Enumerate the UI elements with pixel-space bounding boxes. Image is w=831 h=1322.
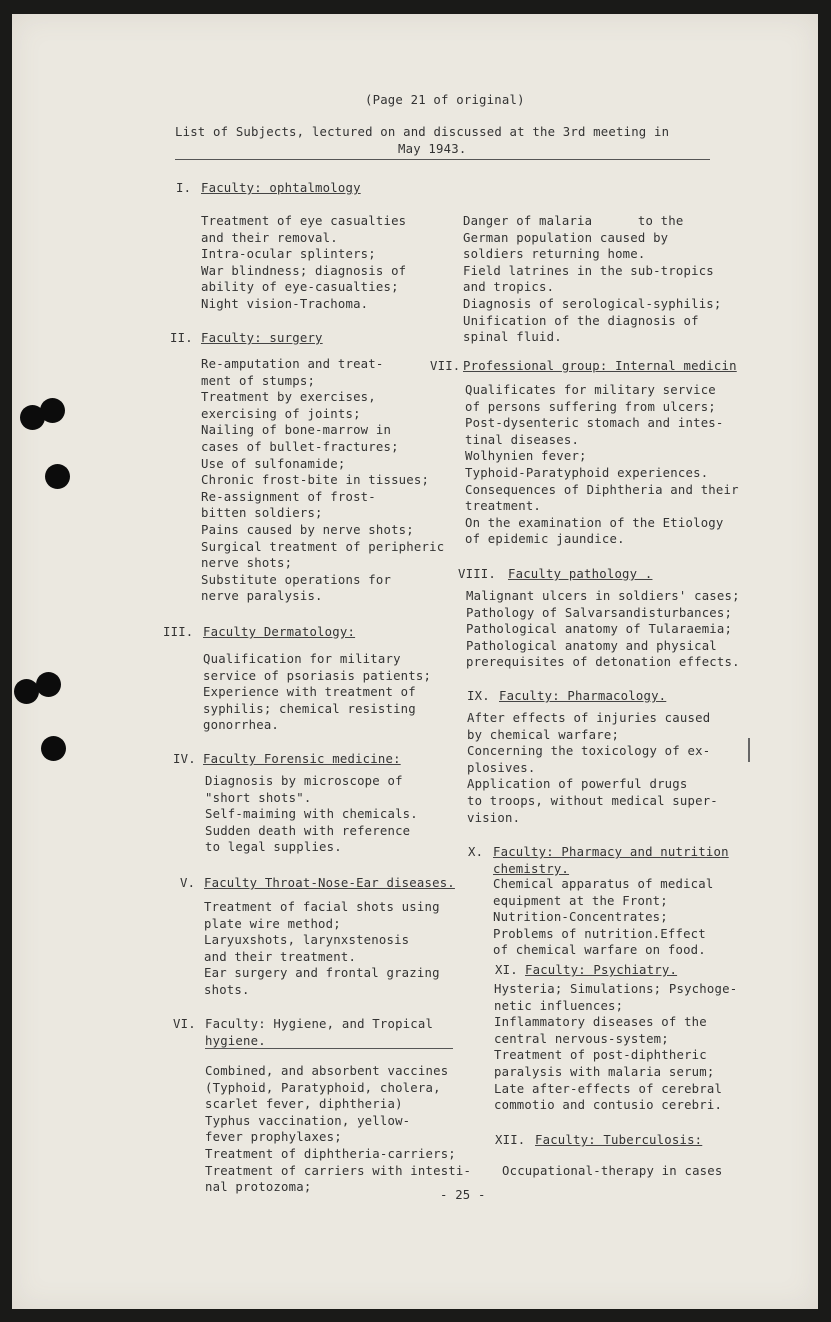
text-line: syphilis; chemical resisting bbox=[203, 701, 416, 716]
text-line: Combined, and absorbent vaccines bbox=[205, 1064, 449, 1078]
section-body bbox=[201, 356, 444, 605]
text-line: fever prophylaxes; bbox=[205, 1130, 342, 1145]
text-line: tinal diseases. bbox=[465, 432, 580, 447]
text-line: Typhus vaccination, yellow- bbox=[205, 1113, 411, 1128]
text-line: Re-amputation and treat- bbox=[201, 357, 384, 371]
text-line: On the examination of the Etiology bbox=[465, 515, 724, 530]
text-line: Typhoid-Paratyphoid experiences. bbox=[465, 465, 709, 480]
section-number: II. bbox=[170, 331, 193, 345]
text-line: plosives. bbox=[467, 760, 536, 775]
text-line: nerve paralysis. bbox=[201, 589, 323, 604]
text-line: exercising of joints; bbox=[201, 406, 361, 421]
text-line: (Typhoid, Paratyphoid, cholera, bbox=[205, 1080, 441, 1095]
section-title: Faculty: surgery bbox=[201, 331, 323, 345]
text-line: and their removal. bbox=[201, 230, 338, 245]
text-line: Pains caused by nerve shots; bbox=[201, 522, 414, 537]
text-line: Nailing of bone-marrow in bbox=[201, 423, 392, 438]
section-title: Faculty Dermatology: bbox=[203, 625, 356, 639]
text-line: "short shots". bbox=[205, 790, 312, 805]
text-line: Substitute operations for bbox=[201, 572, 392, 587]
text-line: Wolhynien fever; bbox=[465, 449, 587, 464]
section-title: Faculty: ophtalmology bbox=[201, 181, 361, 195]
text-line: Treatment by exercises, bbox=[201, 390, 376, 405]
text-line: Qualification for military bbox=[203, 652, 401, 666]
text-line: Sudden death with reference bbox=[205, 823, 411, 838]
text-line: Chronic frost-bite in tissues; bbox=[201, 473, 430, 488]
section-title: Professional group: Internal medicin bbox=[463, 359, 737, 373]
text-line: bitten soldiers; bbox=[201, 506, 323, 521]
text-line: ment of stumps; bbox=[201, 373, 316, 388]
section-title-line2: hygiene. bbox=[205, 1034, 266, 1048]
text-line: equipment at the Front; bbox=[493, 893, 668, 908]
text-line: Experience with treatment of bbox=[203, 685, 416, 700]
text-line: spinal fluid. bbox=[463, 330, 562, 345]
text-line: Danger of malaria to the bbox=[463, 214, 684, 228]
text-line: scarlet fever, diphtheria) bbox=[205, 1097, 403, 1112]
text-line: Field latrines in the sub-tropics bbox=[463, 263, 714, 278]
section-title: Faculty: Tuberculosis: bbox=[535, 1133, 703, 1147]
text-line: of chemical warfare on food. bbox=[493, 943, 706, 958]
section-title: Faculty: Psychiatry. bbox=[525, 963, 678, 977]
text-line: cases of bullet-fractures; bbox=[201, 439, 399, 454]
text-line: German population caused by bbox=[463, 230, 669, 245]
text-line: Use of sulfonamide; bbox=[201, 456, 346, 471]
text-line: Malignant ulcers in soldiers' cases; bbox=[466, 589, 740, 603]
section-body bbox=[465, 382, 739, 548]
section-number: IX. bbox=[467, 689, 490, 703]
section-number: VII. bbox=[430, 359, 461, 373]
text-line: Treatment of diphtheria-carriers; bbox=[205, 1146, 456, 1161]
section-number: III. bbox=[163, 625, 194, 639]
text-line: Treatment of post-diphtheric bbox=[494, 1048, 707, 1063]
text-line: by chemical warfare; bbox=[467, 727, 620, 742]
section-number: IV. bbox=[173, 752, 196, 766]
text-line: Occupational-therapy in cases bbox=[502, 1164, 723, 1178]
text-line: commotio and contusio cerebri. bbox=[494, 1098, 723, 1113]
section-body bbox=[494, 981, 737, 1114]
section-title: Faculty Throat-Nose-Ear diseases. bbox=[204, 876, 455, 890]
section-body bbox=[205, 1063, 471, 1196]
text-line: central nervous-system; bbox=[494, 1031, 669, 1046]
text-line: and their treatment. bbox=[204, 949, 357, 964]
text-line: Ear surgery and frontal grazing bbox=[204, 966, 440, 981]
punch-hole bbox=[45, 464, 70, 489]
text-line: Problems of nutrition.Effect bbox=[493, 926, 706, 941]
text-line: Nutrition-Concentrates; bbox=[493, 910, 668, 925]
text-line: treatment. bbox=[465, 499, 542, 514]
text-line: Chemical apparatus of medical bbox=[493, 877, 714, 891]
text-line: Diagnosis by microscope of bbox=[205, 774, 403, 788]
section-body bbox=[467, 710, 718, 826]
text-line: Treatment of eye casualties bbox=[201, 214, 407, 228]
text-line: After effects of injuries caused bbox=[467, 711, 711, 725]
text-line: Concerning the toxicology of ex- bbox=[467, 744, 711, 759]
section-title: Faculty Forensic medicine: bbox=[203, 752, 401, 766]
text-line: War blindness; diagnosis of bbox=[201, 263, 407, 278]
page-reference: (Page 21 of original) bbox=[365, 93, 525, 107]
section-body bbox=[205, 773, 418, 856]
punch-hole bbox=[36, 672, 61, 697]
text-line: and tropics. bbox=[463, 280, 555, 295]
text-line: plate wire method; bbox=[204, 916, 341, 931]
text-line: Re-assignment of frost- bbox=[201, 489, 376, 504]
text-line: Qualificates for military service bbox=[465, 383, 716, 397]
section-number: XI. bbox=[495, 963, 518, 977]
section-body bbox=[466, 588, 740, 671]
text-line: Intra-ocular splinters; bbox=[201, 247, 376, 262]
text-line: to troops, without medical super- bbox=[467, 793, 718, 808]
section-title-line1: Faculty: Hygiene, and Tropical bbox=[205, 1017, 434, 1031]
document-title-line2: May 1943. bbox=[398, 142, 467, 156]
text-line: nal protozoma; bbox=[205, 1180, 312, 1195]
text-line: gonorrhea. bbox=[203, 718, 280, 733]
text-line: Application of powerful drugs bbox=[467, 777, 688, 792]
section-number: X. bbox=[468, 845, 484, 859]
text-line: service of psoriasis patients; bbox=[203, 668, 432, 683]
section-body bbox=[493, 876, 714, 959]
section-body bbox=[203, 651, 431, 734]
section-title: Faculty pathology . bbox=[508, 567, 653, 581]
text-line: Consequences of Diphtheria and their bbox=[465, 482, 739, 497]
text-line: Post-dysenteric stomach and intes- bbox=[465, 416, 724, 431]
section-body-continued bbox=[463, 213, 722, 346]
text-line: Inflammatory diseases of the bbox=[494, 1015, 707, 1030]
text-line: vision. bbox=[467, 810, 521, 825]
section-body bbox=[201, 213, 406, 313]
section-body bbox=[502, 1163, 723, 1180]
document-title-line1: List of Subjects, lectured on and discussed at the 3rd meeting in bbox=[175, 125, 670, 139]
section-title: Faculty: Pharmacology. bbox=[499, 689, 667, 703]
text-line: Pathology of Salvarsandisturbances; bbox=[466, 605, 733, 620]
section-number: VI. bbox=[173, 1017, 196, 1031]
section-title-line1: Faculty: Pharmacy and nutrition bbox=[493, 845, 729, 859]
margin-mark bbox=[748, 738, 750, 762]
text-line: netic influences; bbox=[494, 998, 624, 1013]
text-line: prerequisites of detonation effects. bbox=[466, 655, 740, 670]
text-line: Surgical treatment of peripheric bbox=[201, 539, 445, 554]
text-line: soldiers returning home. bbox=[463, 247, 646, 262]
section-number: VIII. bbox=[458, 567, 497, 581]
text-line: Night vision-Trachoma. bbox=[201, 296, 369, 311]
section-number: V. bbox=[180, 876, 196, 890]
text-line: of epidemic jaundice. bbox=[465, 532, 625, 547]
section-body bbox=[204, 899, 440, 999]
text-line: Treatment of carriers with intesti- bbox=[205, 1163, 472, 1178]
text-line: Hysteria; Simulations; Psychoge- bbox=[494, 982, 738, 996]
text-line: of persons suffering from ulcers; bbox=[465, 399, 716, 414]
text-line: Laryuxshots, larynxstenosis bbox=[204, 933, 410, 948]
text-line: to legal supplies. bbox=[205, 840, 342, 855]
text-line: nerve shots; bbox=[201, 556, 293, 571]
section-number: I. bbox=[176, 181, 192, 195]
text-line: Pathological anatomy of Tularaemia; bbox=[466, 622, 733, 637]
title-underline bbox=[175, 159, 710, 160]
section-title-line2: chemistry. bbox=[493, 862, 570, 876]
section-number: XII. bbox=[495, 1133, 526, 1147]
text-line: Pathological anatomy and physical bbox=[466, 638, 717, 653]
text-line: ability of eye-casualties; bbox=[201, 280, 399, 295]
text-line: Unification of the diagnosis of bbox=[463, 313, 699, 328]
text-line: Self-maiming with chemicals. bbox=[205, 807, 418, 822]
section-title-underline bbox=[205, 1048, 453, 1049]
text-line: shots. bbox=[204, 982, 250, 997]
text-line: Late after-effects of cerebral bbox=[494, 1081, 723, 1096]
punch-hole bbox=[40, 398, 65, 423]
text-line: paralysis with malaria serum; bbox=[494, 1064, 715, 1079]
page-number: - 25 - bbox=[440, 1188, 486, 1202]
text-line: Treatment of facial shots using bbox=[204, 900, 440, 914]
text-line: Diagnosis of serological-syphilis; bbox=[463, 296, 722, 311]
punch-hole bbox=[41, 736, 66, 761]
